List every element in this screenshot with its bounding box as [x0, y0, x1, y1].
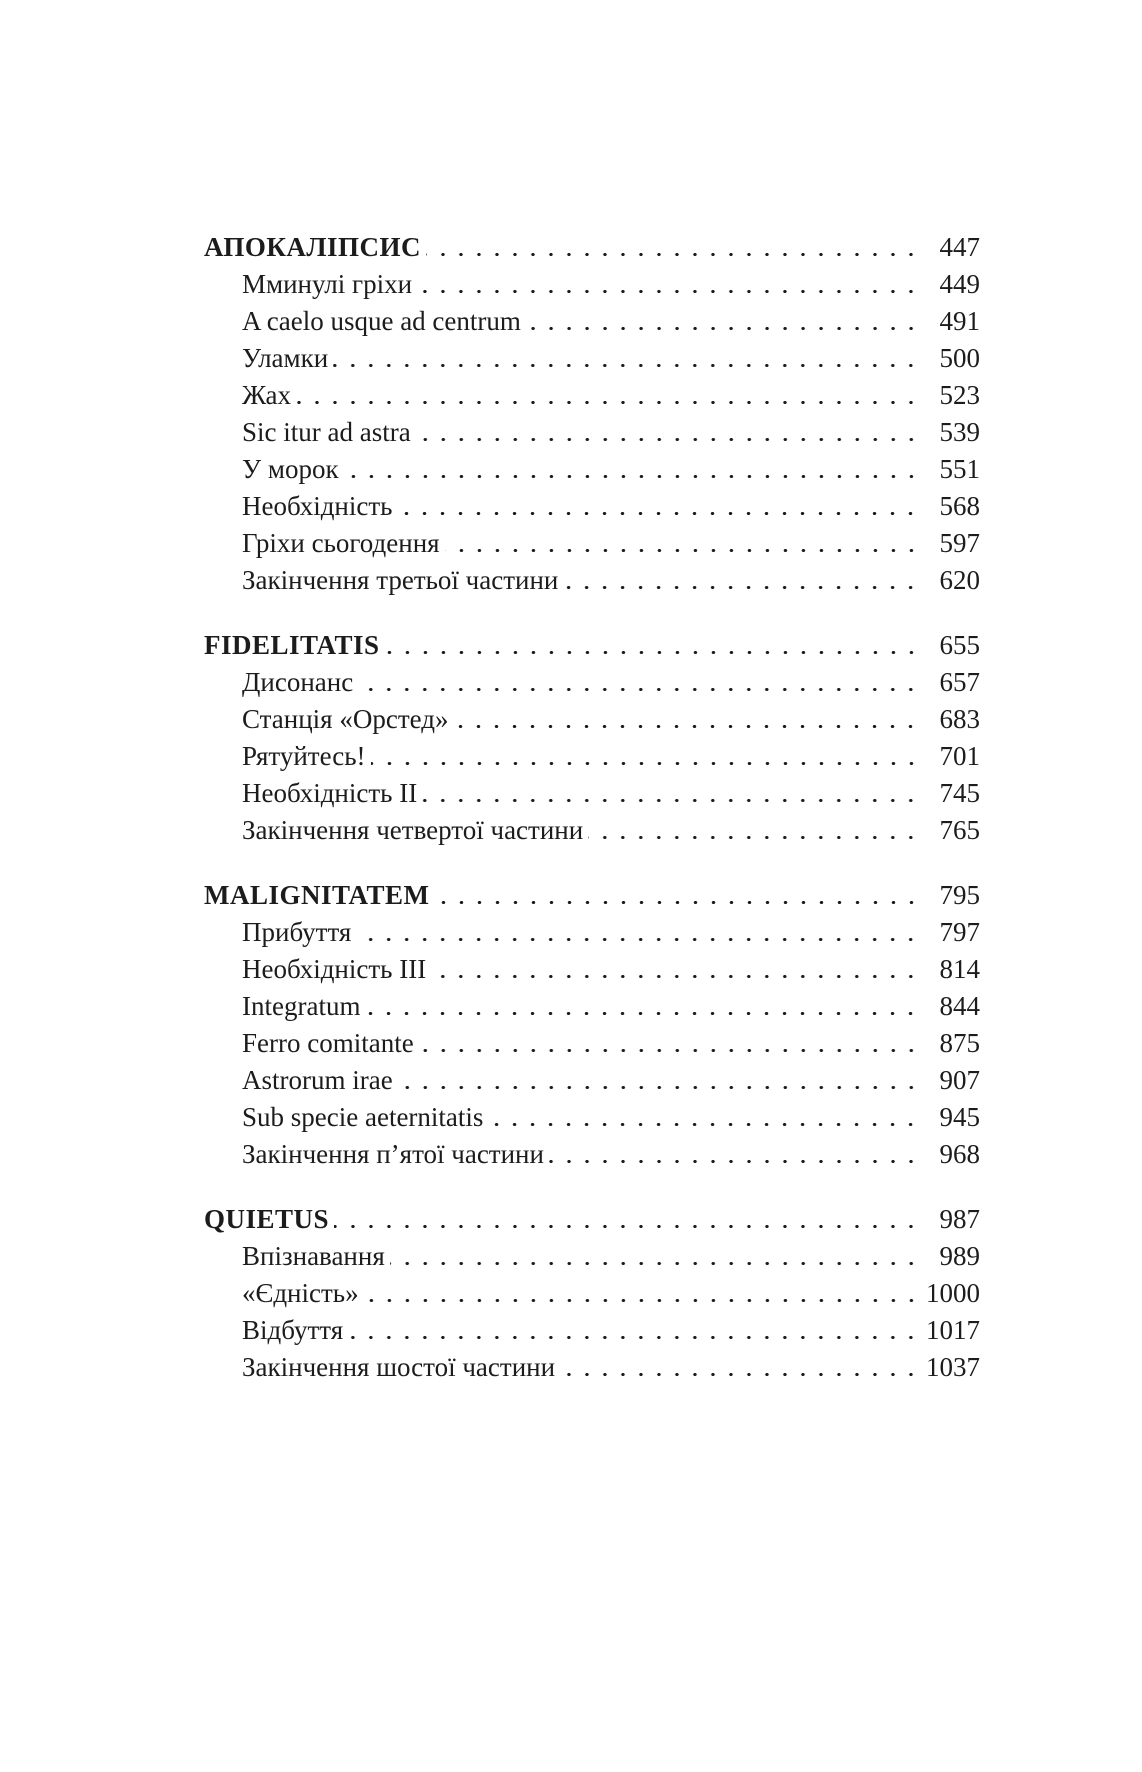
- toc-entry: [204, 525, 980, 562]
- dot-leader: [549, 1136, 920, 1173]
- page-number: 551: [939, 454, 980, 484]
- page-number: 491: [939, 306, 980, 336]
- entry-title: Sic itur ad astra: [242, 417, 411, 447]
- page-number: 523: [939, 380, 980, 410]
- section-title: АПОКАЛІПСИС: [204, 232, 422, 262]
- toc-entry: [204, 701, 980, 738]
- page-number: 449: [939, 269, 980, 299]
- page-number: 875: [939, 1028, 980, 1058]
- page-number: 968: [939, 1139, 980, 1169]
- toc-entry: [204, 377, 980, 414]
- section-title: MALIGNITATEM: [204, 880, 430, 910]
- toc-section-header: [204, 877, 980, 914]
- entry-title: Уламки: [242, 343, 329, 373]
- dot-leader: [435, 877, 920, 914]
- page-number: 655: [939, 630, 980, 660]
- toc-entry: [204, 1275, 980, 1312]
- toc-section: [204, 1201, 980, 1386]
- dot-leader: [385, 627, 920, 664]
- entry-title: Закінчення третьої частини: [242, 565, 559, 595]
- toc-entry: [204, 988, 980, 1025]
- toc-entry: [204, 1238, 980, 1275]
- toc-entry: [204, 1136, 980, 1173]
- toc-entry: [204, 266, 980, 303]
- page-number: 945: [939, 1102, 980, 1132]
- dot-leader: [348, 1312, 920, 1349]
- toc-section-header: [204, 229, 980, 266]
- dot-leader: [417, 266, 920, 303]
- page-number: 568: [939, 491, 980, 521]
- page-number: 1037: [926, 1352, 980, 1382]
- toc-entry: [204, 1062, 980, 1099]
- page-number: 745: [939, 778, 980, 808]
- dot-leader: [563, 562, 920, 599]
- dot-leader: [333, 340, 920, 377]
- dot-leader: [334, 1201, 920, 1238]
- dot-leader: [422, 775, 920, 812]
- entry-title: Жах: [242, 380, 292, 410]
- section-title: QUIETUS: [204, 1204, 330, 1234]
- toc-entry: [204, 303, 980, 340]
- dot-leader: [364, 1275, 920, 1312]
- dot-leader: [431, 951, 920, 988]
- page-number: 765: [939, 815, 980, 845]
- toc-entry: [204, 914, 980, 951]
- toc-entry: [204, 812, 980, 849]
- dot-leader: [445, 525, 920, 562]
- dot-leader: [365, 988, 920, 1025]
- entry-title: Необхідність: [242, 491, 393, 521]
- dot-leader: [398, 1062, 920, 1099]
- page-number: 447: [939, 232, 980, 262]
- entry-title: Станція «Орстед»: [242, 704, 449, 734]
- toc-entry: [204, 738, 980, 775]
- page-number: 597: [939, 528, 980, 558]
- dot-leader: [358, 664, 920, 701]
- entry-title: Закінчення п’ятої частини: [242, 1139, 544, 1169]
- toc-entry: [204, 951, 980, 988]
- dot-leader: [356, 914, 920, 951]
- toc-section-header: [204, 627, 980, 664]
- toc-entry: [204, 340, 980, 377]
- entry-title: Integratum: [242, 991, 361, 1021]
- page-number: 907: [939, 1065, 980, 1095]
- toc-entry: [204, 775, 980, 812]
- dot-leader: [371, 738, 920, 775]
- toc: [204, 229, 980, 1386]
- dot-leader: [488, 1099, 920, 1136]
- entry-title: Закінчення четвертої частини: [242, 815, 584, 845]
- page-number: 701: [939, 741, 980, 771]
- page-number: 1000: [926, 1278, 980, 1308]
- toc-entry: [204, 488, 980, 525]
- entry-title: Гріхи сьогодення: [242, 528, 440, 558]
- dot-leader: [416, 414, 920, 451]
- page-number: 620: [939, 565, 980, 595]
- entry-title: Необхідність III: [242, 954, 427, 984]
- entry-title: «Єдність»: [242, 1278, 359, 1308]
- page-number: 1017: [926, 1315, 980, 1345]
- toc-entry: [204, 1312, 980, 1349]
- entry-title: Закінчення шостої частини: [242, 1352, 556, 1382]
- section-title: FIDELITATIS: [204, 630, 380, 660]
- dot-leader: [560, 1349, 920, 1386]
- page-number: 797: [939, 917, 980, 947]
- dot-leader: [453, 701, 920, 738]
- page-number: 844: [939, 991, 980, 1021]
- toc-section: [204, 877, 980, 1173]
- entry-title: У морок: [242, 454, 339, 484]
- toc-entry: [204, 664, 980, 701]
- toc-entry: [204, 1349, 980, 1386]
- dot-leader: [588, 812, 920, 849]
- entry-title: Рятуйтесь!: [242, 741, 366, 771]
- entry-title: Ferro comitante: [242, 1028, 414, 1058]
- entry-title: Дисонанс: [242, 667, 354, 697]
- page-number: 500: [939, 343, 980, 373]
- page-number: 987: [939, 1204, 980, 1234]
- page-number: 795: [939, 880, 980, 910]
- dot-leader: [397, 488, 920, 525]
- entry-title: Прибуття: [242, 917, 352, 947]
- entry-title: Необхідність II: [242, 778, 418, 808]
- toc-entry: [204, 1099, 980, 1136]
- entry-title: Astrorum irae: [242, 1065, 393, 1095]
- entry-title: Sub specie aeternitatis: [242, 1102, 484, 1132]
- entry-title: Мминулі гріхи: [242, 269, 413, 299]
- page-number: 657: [939, 667, 980, 697]
- toc-entry: [204, 414, 980, 451]
- dot-leader: [344, 451, 920, 488]
- entry-title: A caelo usque ad centrum: [242, 306, 521, 336]
- dot-leader: [526, 303, 920, 340]
- entry-title: Відбуття: [242, 1315, 344, 1345]
- toc-section: [204, 627, 980, 849]
- toc-section-header: [204, 1201, 980, 1238]
- dot-leader: [296, 377, 920, 414]
- toc-section: [204, 229, 980, 599]
- toc-entry: [204, 451, 980, 488]
- toc-entry: [204, 1025, 980, 1062]
- page-number: 683: [939, 704, 980, 734]
- dot-leader: [419, 1025, 920, 1062]
- dot-leader: [390, 1238, 920, 1275]
- page-number: 989: [939, 1241, 980, 1271]
- toc-entry: [204, 562, 980, 599]
- page-number: 539: [939, 417, 980, 447]
- dot-leader: [426, 229, 920, 266]
- entry-title: Впізнавання: [242, 1241, 385, 1271]
- page-number: 814: [939, 954, 980, 984]
